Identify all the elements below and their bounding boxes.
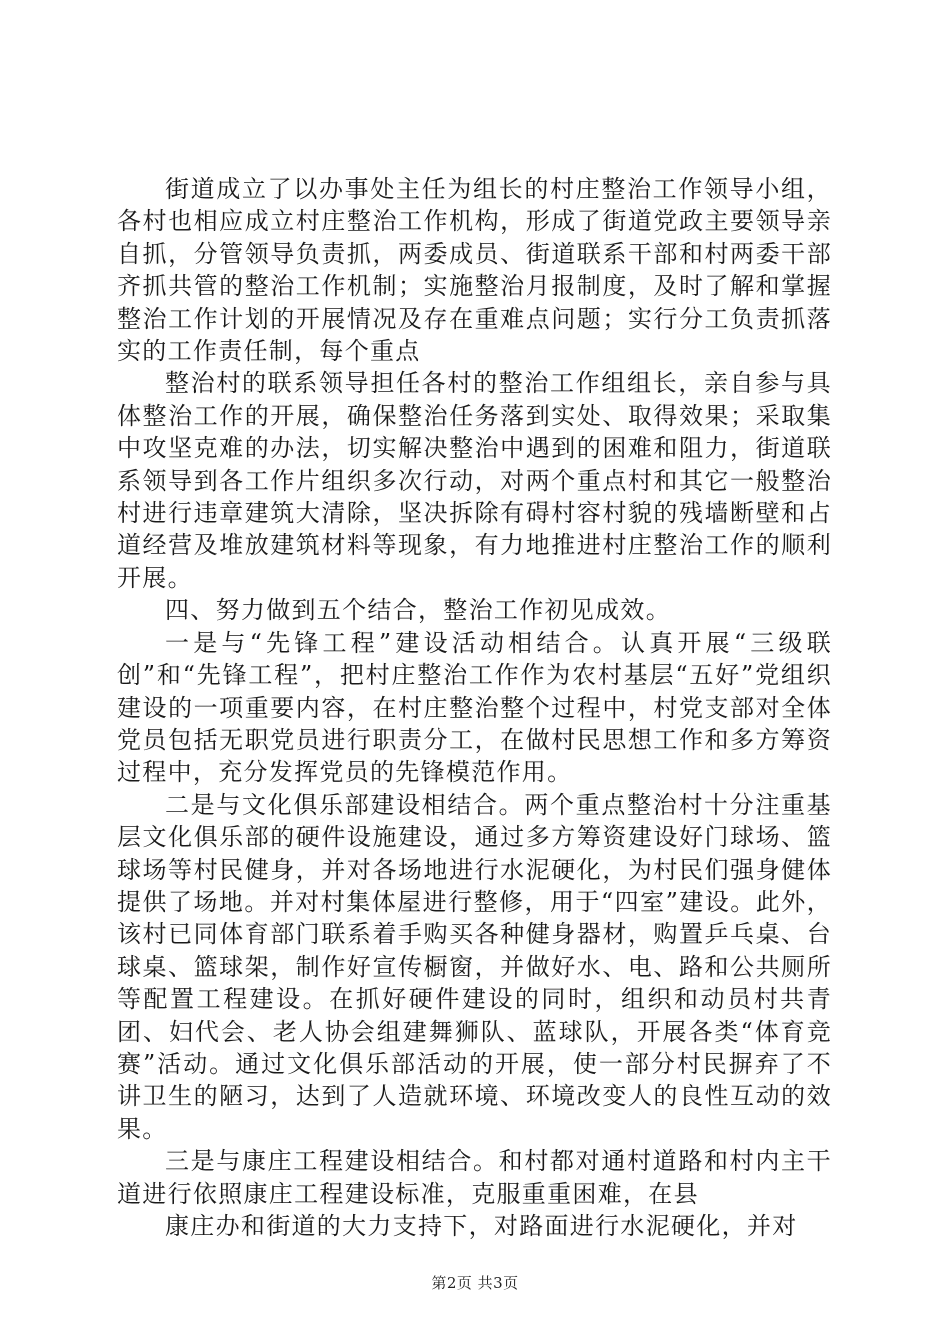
page-number-footer: 第2页 共3页 xyxy=(431,1274,519,1292)
paragraph-3-section-heading: 四、努力做到五个结合，整治工作初见成效。 xyxy=(165,596,671,625)
paragraph-2: 整治村的联系领导担任各村的整治工作组组长，亲自参与具体整治工作的开展，确保整治任务落到实处、取得效果；采取集中攻坚克难的办法，切实解决整治中遇到的困难和阻力，街道联系领导到各工作片组织多次行动，对两个重点村和其它一般整治村进行违章建筑大清除，坚决拆除有碍村容村貌的残墙断壁和占道经营及堆放建筑材料等现象，有力地推进村庄整治工作的顺利开展。 xyxy=(117,369,832,592)
paragraph-4: 一是与“先锋工程”建设活动相结合。认真开展“三级联创”和“先锋工程”，把村庄整治工作作为农村基层“五好”党组织建设的一项重要内容，在村庄整治整个过程中，村党支部对全体党员包括无职党员进行职责分工，在做村民思想工作和多方筹资过程中，充分发挥党员的先锋模范作用。 xyxy=(117,628,832,787)
paragraph-5: 二是与文化俱乐部建设相结合。两个重点整治村十分注重基层文化俱乐部的硬件设施建设，通过多方筹资建设好门球场、篮球场等村民健身，并对各场地进行水泥硬化，为村民们强身健体提供了场地。并对村集体屋进行整修，用于“四室”建设。此外，该村已同体育部门联系着手购买各种健身器材，购置乒乓桌、台球桌、篮球架，制作好宣传橱窗，并做好水、电、路和公共厕所等配置工程建设。在抓好硬件建设的同时，组织和动员村共青团、妇代会、老人协会组建舞狮队、蓝球队，开展各类“体育竞赛”活动。通过文化俱乐部活动的开展，使一部分村民摒弃了不讲卫生的陋习，达到了人造就环境、环境改变人的良性互动的效果。 xyxy=(117,790,832,1143)
paragraph-7: 康庄办和街道的大力支持下，对路面进行水泥硬化，并对 xyxy=(165,1212,798,1240)
paragraph-1: 街道成立了以办事处主任为组长的村庄整治工作领导小组，各村也相应成立村庄整治工作机构，形成了街道党政主要领导亲自抓，分管领导负责抓，两委成员、街道联系干部和村两委干部齐抓共管的整治工作机制；实施整治月报制度，及时了解和掌握整治工作计划的开展情况及存在重难点问题；实行分工负责抓落实的工作责任制，每个重点 xyxy=(117,175,832,366)
paragraph-6: 三是与康庄工程建设相结合。和村都对通村道路和村内主干道进行依照康庄工程建设标准，克服重重困难，在县 xyxy=(117,1147,832,1208)
document-body xyxy=(117,173,832,1242)
